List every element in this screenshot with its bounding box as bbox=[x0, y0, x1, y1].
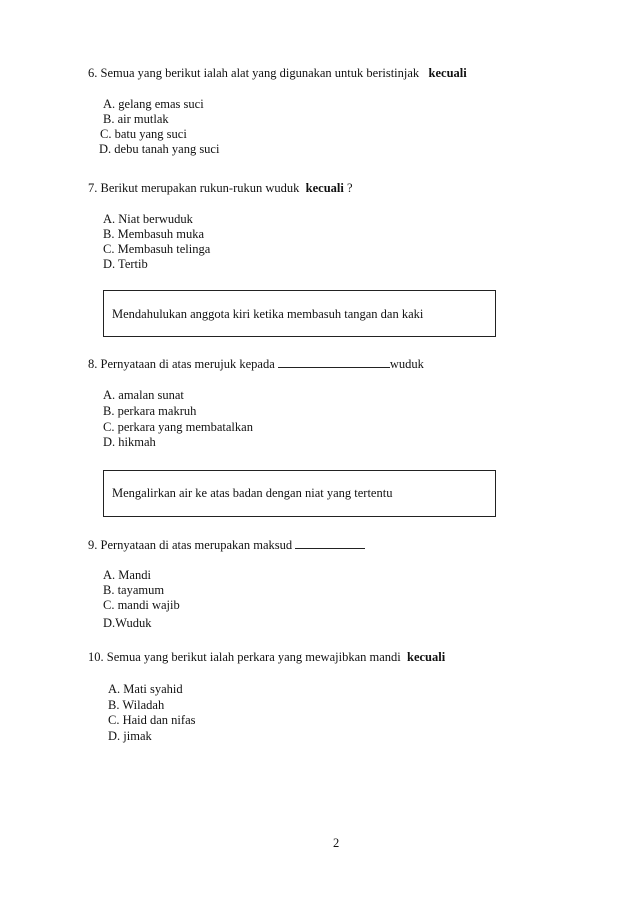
question-10-option-a: A. Mati syahid bbox=[108, 682, 183, 696]
question-6-option-a: A. gelang emas suci bbox=[103, 97, 204, 111]
question-8-after-blank: wuduk bbox=[389, 357, 424, 371]
page-number: 2 bbox=[333, 836, 340, 850]
question-7-suffix: ? bbox=[347, 181, 353, 195]
question-10-option-b: B. Wiladah bbox=[108, 698, 165, 712]
question-9-option-b: B. tayamum bbox=[103, 583, 165, 597]
statement-box-1 bbox=[103, 290, 496, 337]
question-7 bbox=[88, 181, 353, 196]
question-7-option-d: D. Tertib bbox=[103, 257, 148, 271]
question-9-option-c: C. mandi wajib bbox=[103, 598, 180, 612]
question-10 bbox=[88, 650, 445, 665]
question-10-emphasis: kecuali bbox=[407, 650, 446, 664]
statement-box-2-text: Mengalirkan air ke atas badan dengan niat yang tertentu bbox=[112, 486, 393, 500]
statement-box-1-text: Mendahulukan anggota kiri ketika membasuh tangan dan kaki bbox=[112, 307, 424, 321]
question-10-option-c: C. Haid dan nifas bbox=[108, 713, 196, 727]
question-6-option-c: C. batu yang suci bbox=[100, 127, 187, 141]
question-7-option-b: B. Membasuh muka bbox=[103, 227, 205, 241]
question-8-option-a: A. amalan sunat bbox=[103, 388, 184, 402]
question-6-option-b: B. air mutlak bbox=[103, 112, 169, 126]
question-6-option-d: D. debu tanah yang suci bbox=[99, 142, 220, 156]
question-9-option-d: D.Wuduk bbox=[103, 616, 152, 630]
question-10-text: 10. Semua yang berikut ialah perkara yang mewajibkan mandi bbox=[88, 650, 401, 664]
question-8-option-b: B. perkara makruh bbox=[103, 404, 197, 418]
answer-blank bbox=[295, 537, 365, 549]
answer-blank bbox=[278, 356, 390, 368]
question-8-text: 8. Pernyataan di atas merujuk kepada bbox=[88, 357, 275, 371]
question-7-option-a: A. Niat berwuduk bbox=[103, 212, 193, 226]
question-7-emphasis: kecuali bbox=[305, 181, 344, 195]
question-6-emphasis: kecuali bbox=[428, 66, 467, 80]
question-9-option-a: A. Mandi bbox=[103, 568, 151, 582]
question-6 bbox=[88, 66, 467, 81]
question-8-option-c: C. perkara yang membatalkan bbox=[103, 420, 253, 434]
question-8 bbox=[88, 356, 424, 372]
question-7-option-c: C. Membasuh telinga bbox=[103, 242, 211, 256]
question-6-text: 6. Semua yang berikut ialah alat yang digunakan untuk beristinjak bbox=[88, 66, 420, 80]
question-9 bbox=[88, 537, 365, 553]
question-8-option-d: D. hikmah bbox=[103, 435, 156, 449]
statement-box-2 bbox=[103, 470, 496, 517]
question-10-option-d: D. jimak bbox=[108, 729, 152, 743]
question-9-text: 9. Pernyataan di atas merupakan maksud bbox=[88, 538, 293, 552]
question-7-text: 7. Berikut merupakan rukun-rukun wuduk bbox=[88, 181, 300, 195]
